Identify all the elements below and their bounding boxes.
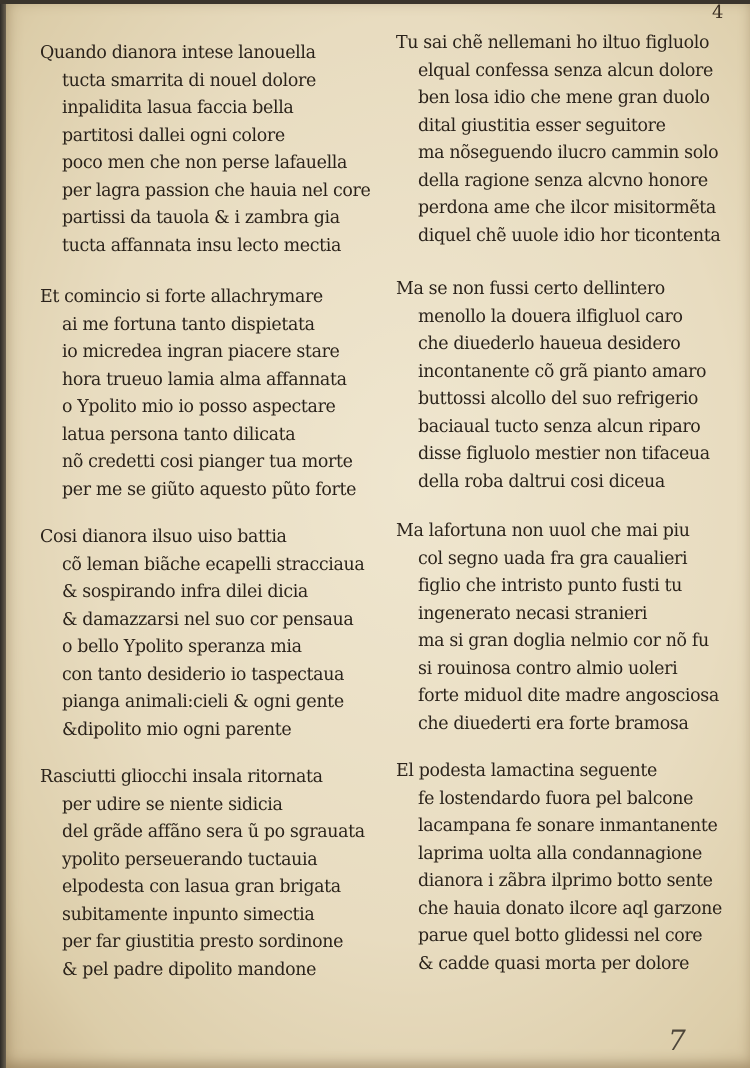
stanza: [396, 518, 746, 738]
verse-line: parue quel botto glidessi nel core: [418, 926, 703, 946]
verse-line: ingenerato necasi stranieri: [418, 603, 648, 624]
verse-line: del grãde affãno sera ũ po sgrauata: [62, 822, 365, 842]
verse-line: tucta affannata insu lecto mectia: [62, 235, 341, 256]
page-binding-edge: [0, 0, 6, 1068]
verse-line: elpodesta con lasua gran brigata: [62, 877, 341, 897]
verse-line: Et comincio si forte allachrymare: [40, 287, 323, 307]
verse-line: figlio che intristo punto fusti tu: [418, 576, 682, 596]
stanza: [396, 758, 746, 978]
verse-line: subitamente inpunto simectia: [62, 904, 315, 925]
verse-line: che hauia donato ilcore aql garzone: [418, 898, 722, 919]
verse-line: Ma se non fussi certo dellintero: [396, 279, 665, 299]
verse-line: per me se giũto aquesto pũto forte: [62, 479, 357, 500]
verse-line: ben losa idio che mene gran duolo: [418, 88, 710, 108]
verse-line: diquel chẽ uuole idio hor ticontenta: [418, 225, 721, 246]
verse-line: Quando dianora intese lanouella: [40, 43, 316, 63]
stanza: [40, 40, 390, 260]
verse-line: buttossi alcollo del suo refrigerio: [418, 389, 699, 409]
verse-line: nõ credetti cosi pianger tua morte: [62, 452, 353, 472]
verse-line: & pel padre dipolito mandone: [62, 959, 317, 980]
stanza: [396, 276, 746, 496]
verse-line: elqual confessa senza alcun dolore: [418, 60, 713, 81]
stanza: [40, 524, 390, 744]
verse-line: o Ypolito mio io posso aspectare: [62, 397, 336, 417]
verse-line: della ragione senza alcvno honore: [418, 170, 708, 191]
stanza: [40, 284, 390, 504]
verse-line: partitosi dallei ogni colore: [62, 125, 285, 146]
verse-line: lacampana fe sonare inmantanente: [418, 816, 718, 836]
verse-line: Cosi dianora ilsuo uiso battia: [40, 527, 287, 547]
verse-line: Ma lafortuna non uuol che mai piu: [396, 521, 690, 541]
verse-line: per udire se niente sidicia: [62, 794, 283, 815]
verse-line: menollo la douera ilfigluol caro: [418, 306, 683, 327]
verse-line: hora trueuo lamia alma affannata: [62, 369, 347, 390]
verse-line: dital giustitia esser seguitore: [418, 115, 666, 136]
verse-line: partissi da tauola & i zambra gia: [62, 208, 340, 228]
verse-line: incontanente cõ grã pianto amaro: [418, 361, 707, 382]
verse-line: & sospirando infra dilei dicia: [62, 582, 308, 602]
verse-line: fe lostendardo fuora pel balcone: [418, 788, 694, 809]
verse-line: si rouinosa contro almio uoleri: [418, 658, 678, 679]
signature-mark: 7: [668, 1024, 686, 1057]
verse-line: ma si gran doglia nelmio cor nõ fu: [418, 631, 709, 651]
verse-line: che diuederti era forte bramosa: [418, 713, 689, 734]
verse-line: della roba daltrui cosi diceua: [418, 471, 665, 492]
verse-line: & cadde quasi morta per dolore: [418, 953, 690, 974]
verse-line: poco men che non perse lafauella: [62, 153, 348, 173]
page-top-edge: [0, 0, 750, 4]
verse-line: &dipolito mio ogni parente: [62, 719, 292, 740]
verse-line: per lagra passion che hauia nel core: [62, 180, 371, 201]
verse-line: io micredea ingran piacere stare: [62, 342, 340, 362]
verse-line: latua persona tanto dilicata: [62, 424, 296, 445]
verse-line: perdona ame che ilcor misitormẽta: [418, 198, 716, 218]
verse-line: laprima uolta alla condannagione: [418, 843, 702, 864]
verse-line: forte miduol dite madre angosciosa: [418, 686, 719, 706]
verse-line: disse figluolo mestier non tifaceua: [418, 444, 710, 464]
verse-line: pianga animali:cieli & ogni gente: [62, 692, 344, 712]
verse-line: Rasciutti gliocchi insala ritornata: [40, 767, 323, 787]
folio-number: 4: [712, 2, 723, 23]
verse-line: baciaual tucto senza alcun riparo: [418, 416, 701, 437]
verse-line: dianora i zãbra ilprimo botto sente: [418, 871, 713, 891]
verse-line: inpalidita lasua faccia bella: [62, 98, 294, 118]
verse-line: ma nõseguendo ilucro cammin solo: [418, 143, 719, 163]
verse-line: con tanto desiderio io taspectaua: [62, 664, 345, 685]
stanza: [396, 30, 746, 250]
verse-line: ypolito perseuerando tuctauia: [62, 849, 318, 870]
verse-line: Tu sai chẽ nellemani ho iltuo figluolo: [396, 33, 710, 53]
verse-line: El podesta lamactina seguente: [396, 761, 657, 781]
verse-line: tucta smarrita di nouel dolore: [62, 70, 316, 91]
verse-line: che diuederlo haueua desidero: [418, 334, 681, 354]
verse-line: cõ leman biãche ecapelli stracciaua: [62, 554, 365, 575]
verse-line: & damazzarsi nel suo cor pensaua: [62, 609, 354, 630]
verse-line: o bello Ypolito speranza mia: [62, 637, 302, 657]
verse-line: ai me fortuna tanto dispietata: [62, 314, 315, 335]
stanza: [40, 764, 390, 984]
verse-line: per far giustitia presto sordinone: [62, 932, 344, 952]
verse-line: col segno uada fra gra caualieri: [418, 548, 688, 569]
